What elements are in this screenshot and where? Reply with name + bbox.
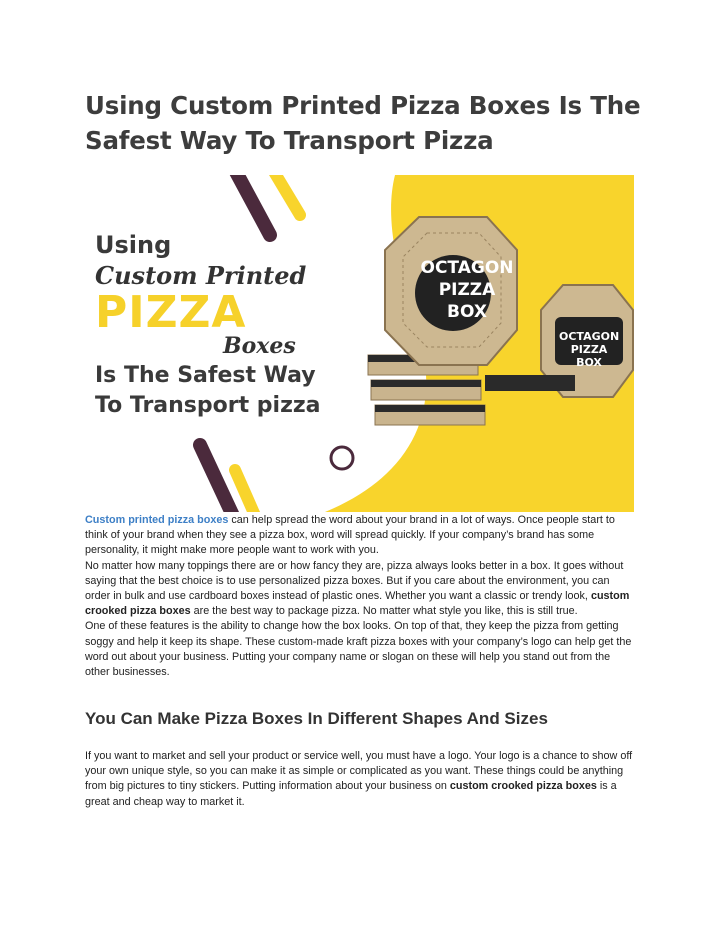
intro-section [85, 513, 637, 680]
intro-paragraph-1-text: can help spread the word about your brand in a lot of ways. Once people start to think of your brand when they see a pizza box, word will spread quickly. If your company’s brand has some personality, it might make more people want to work with you. [85, 514, 615, 557]
intro-paragraph-1 [85, 513, 637, 559]
intro-paragraph-2-bold: custom crooked pizza boxes [85, 590, 630, 618]
hero-line-custom-printed: Custom Printed [95, 261, 307, 290]
intro-paragraph-2-text-c: are the best way to package pizza. No matter what style you like, this is still true. [190, 605, 578, 618]
intro-paragraph-3: One of these features is the ability to change how the box looks. On top of that, they keep the pizza from getting soggy and help it keep its shape. These custom-made kraft pizza boxes with your company’s logo can help get the word out about your business. Putting your company name or slogan on these will help you stand out from the other businesses. [85, 620, 632, 679]
hero-graphic [85, 175, 634, 512]
hero-line-transport: To Transport pizza [95, 393, 321, 418]
box-label-large: OCTAGON PIZZA BOX [420, 258, 514, 322]
box-label-small: OCTAGON PIZZA BOX [559, 330, 620, 369]
hero-image [85, 175, 634, 512]
section-paragraph-1-text-a: If you want to market and sell your product or service well, you must have a logo. Your logo is a chance to show off your own unique style, so you can make it as simple or complicated as you want. These things could be anything from big pictures to tiny stickers. Putting information about your business on [85, 750, 633, 793]
hero-line-safest-way: Is The Safest Way [95, 363, 316, 388]
hero-line-using: Using [95, 231, 172, 259]
section-paragraph-1-text-c: is a great and cheap way to market it. [85, 780, 617, 808]
section-body [85, 749, 637, 810]
custom-printed-pizza-boxes-link[interactable]: Custom printed pizza boxes [85, 514, 229, 526]
section-paragraph-1-bold: custom crooked pizza boxes [449, 780, 597, 793]
section-heading: You Can Make Pizza Boxes In Different Shapes And Sizes [85, 709, 548, 728]
page-title: Using Custom Printed Pizza Boxes Is The Safest Way To Transport Pizza [85, 91, 641, 155]
hero-line-boxes: Boxes [223, 333, 296, 359]
section-paragraph-1 [85, 749, 637, 810]
intro-paragraph-2-text-a: No matter how many toppings there are or how fancy they are, pizza always looks better in a box. It goes without saying that the best choice is to use personalized pizza boxes. But if you care about the environment, you can order in bulk and use cardboard boxes instead of plastic ones. Whether you want a classic or trendy look, [85, 559, 624, 603]
hero-line-pizza: PIZZA [95, 287, 247, 338]
intro-paragraph-2 [85, 559, 637, 620]
